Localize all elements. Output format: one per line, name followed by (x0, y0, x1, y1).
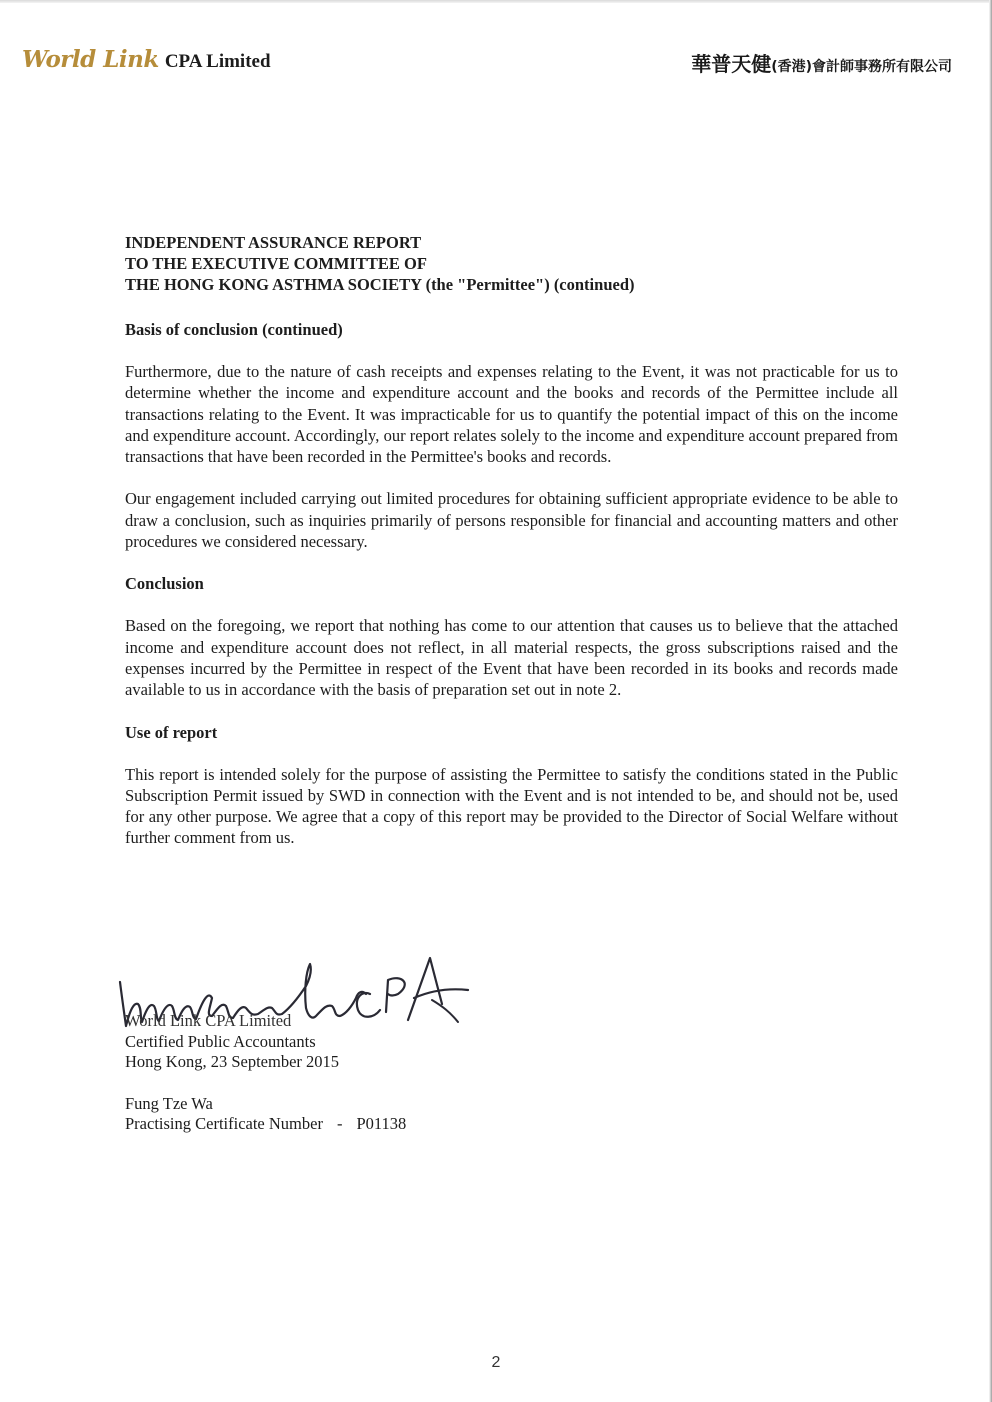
use-of-report-paragraph: This report is intended solely for the purpose of assisting the Permittee to satisfy the conditions stated in the Public Subscription Permit issued by SWD in connection with the Event and is not intended to be, and should not be, used for any other purpose. We agree that a copy of this report may be provided to the Director of Social Welfare without further comment from us. (125, 764, 898, 848)
title-line-3: THE HONG KONG ASTHMA SOCIETY (the "Permittee") (continued) (125, 275, 635, 294)
certificate-number: P01138 (356, 1114, 407, 1133)
report-title (125, 232, 898, 295)
certificate-label: Practising Certificate Number (125, 1114, 323, 1133)
chinese-firm-name (691, 48, 952, 77)
certificate-dash: - (336, 1114, 343, 1133)
basis-paragraph-2: Our engagement included carrying out limited procedures for obtaining sufficient appropriate evidence to be able to draw a conclusion, such as inquiries primarily of persons responsible for financial and accounting matters and other procedures we considered necessary. (125, 489, 898, 552)
chinese-name-small: (香港)會計師事務所有限公司 (771, 59, 952, 75)
signoff-signatory: Fung Tze Wa (125, 1093, 213, 1113)
signoff-place-date: Hong Kong, 23 September 2015 (125, 1052, 340, 1071)
basis-heading: Basis of conclusion (continued) (125, 320, 343, 339)
firm-logo (22, 46, 271, 73)
report-body (125, 232, 898, 849)
title-line-2: TO THE EXECUTIVE COMMITTEE OF (125, 254, 427, 273)
letterhead (22, 46, 952, 86)
conclusion-paragraph: Based on the foregoing, we report that nothing has come to our attention that causes us to believe that the attached income and expenditure account does not reflect, in all material respects, the gross subscriptions raised and the expenses incurred by the Permittee in respect of the Event that have been recorded in its books and records made available to us in accordance with the basis of preparation set out in note 2. (125, 616, 898, 700)
logo-firm-name: CPA Limited (164, 51, 271, 72)
signoff-block (125, 1011, 406, 1135)
signoff-designation: Certified Public Accountants (125, 1031, 316, 1051)
signoff-firm: World Link CPA Limited (125, 1011, 292, 1030)
top-edge (0, 0, 992, 3)
signoff-certificate (125, 1114, 406, 1135)
logo-script-text: World Link (22, 46, 159, 73)
basis-paragraph-1: Furthermore, due to the nature of cash receipts and expenses relating to the Event, it was not practicable for us to determine whether the income and expenditure account and the books and records of the Permittee include all transactions relating to the Event. It was impracticable for us to quantify the potential impact of this on the income and expenditure account. Accordingly, our report relates solely to the income and expenditure account prepared from transactions that have been recorded in the Permittee's books and records. (125, 362, 898, 467)
title-line-1: INDEPENDENT ASSURANCE REPORT (125, 233, 422, 252)
conclusion-heading: Conclusion (125, 574, 204, 594)
chinese-name-main: 華普天健 (691, 52, 772, 76)
use-of-report-heading: Use of report (125, 722, 218, 742)
page-number: 2 (491, 1354, 501, 1371)
